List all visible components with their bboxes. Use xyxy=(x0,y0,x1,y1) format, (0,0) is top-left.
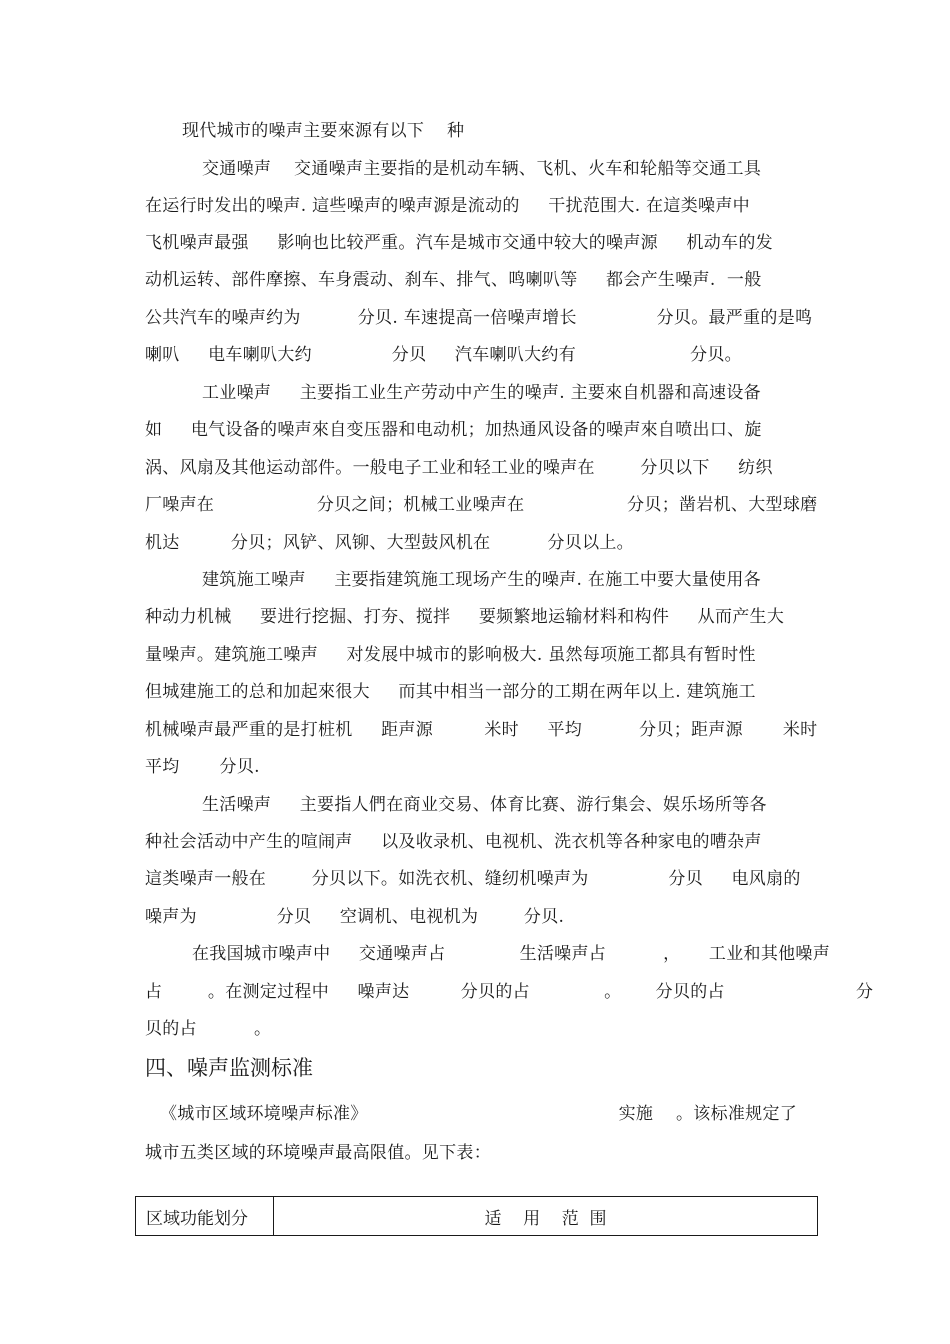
construction-noise-line-3: 量噪声。建筑施工噪声 对发展中城市的影响极大. 虽然每项施工都具有暂时性 xyxy=(145,645,756,665)
industrial-noise-line-3: 涡、风扇及其他运动部件。一般电子工业和轻工业的噪声在 分贝以下 纺织 xyxy=(145,458,773,478)
standard-line-1: 《城市区域环境噪声标准》 实施 。该标准规定了 xyxy=(160,1104,798,1124)
domestic-noise-line-1: 生活噪声 主要指人們在商业交易、体育比赛、游行集会、娱乐场所等各 xyxy=(202,795,767,815)
city-noise-share-line-2: 占 。在测定过程中 噪声达 分贝的占 。 分贝的占 分 xyxy=(145,982,874,1002)
industrial-noise-line-4: 厂噪声在 分贝之间；机械工业噪声在 分贝；凿岩机、大型球磨 xyxy=(145,495,818,515)
domestic-noise-line-4: 噪声为 分贝 空调机、电视机为 分贝. xyxy=(145,907,565,927)
city-noise-share-line-1: 在我国城市噪声中 交通噪声占 生活噪声占 ， 工业和其他噪声 xyxy=(192,944,831,964)
industrial-noise-line-2: 如 电气设备的噪声來自变压器和电动机；加热通风设备的噪声來自喷出口、旋 xyxy=(145,420,762,440)
construction-noise-line-5: 机械噪声最严重的是打桩机 距声源 米时 平均 分贝；距声源 米时 xyxy=(145,720,818,740)
domestic-noise-line-2: 种社会活动中产生的喧闹声 以及收录机、电视机、洗衣机等各种家电的嘈杂声 xyxy=(145,832,762,852)
traffic-noise-line-3: 飞机噪声最强 影响也比较严重。汽车是城市交通中较大的噪声源 机动车的发 xyxy=(145,233,773,253)
traffic-noise-line-6: 喇叭 电车喇叭大约 分贝 汽车喇叭大约有 分贝。 xyxy=(145,345,742,365)
traffic-noise-line-2: 在运行时发出的噪声. 這些噪声的噪声源是流动的 干扰范围大. 在這类噪声中 xyxy=(145,196,750,216)
construction-noise-line-1: 建筑施工噪声 主要指建筑施工现场产生的噪声. 在施工中要大量使用各 xyxy=(202,570,761,590)
construction-noise-line-4: 但城建施工的总和加起來很大 而其中相当一部分的工期在两年以上. 建筑施工 xyxy=(145,682,756,702)
industrial-noise-line-5: 机达 分贝；风铲、风铆、大型鼓风机在 分贝以上。 xyxy=(145,533,634,553)
traffic-noise-line-4: 动机运转、部件摩擦、车身震动、刹车、排气、鸣喇叭等 都会产生噪声. 一般 xyxy=(145,270,762,290)
noise-standard-table xyxy=(135,1196,818,1236)
intro-line: 现代城市的噪声主要來源有以下 种 xyxy=(182,121,465,141)
traffic-noise-line-1: 交通噪声 交通噪声主要指的是机动车辆、飞机、火车和轮船等交通工具 xyxy=(202,159,762,179)
city-noise-share-line-3: 贝的占 。 xyxy=(145,1019,272,1039)
domestic-noise-line-3: 這类噪声一般在 分贝以下。如洗衣机、缝纫机噪声为 分贝 电风扇的 xyxy=(145,869,801,889)
table-header-cell: 区域功能划分 xyxy=(136,1197,274,1236)
industrial-noise-line-1: 工业噪声 主要指工业生产劳动中产生的噪声. 主要來自机器和高速设备 xyxy=(202,383,761,403)
traffic-noise-line-5: 公共汽车的噪声约为 分贝. 车速提高一倍噪声增长 分贝。最严重的是鸣 xyxy=(145,308,813,328)
standard-line-2: 城市五类区域的环境噪声最高限值。见下表： xyxy=(145,1143,491,1163)
table-header-row xyxy=(136,1197,818,1236)
construction-noise-line-2: 种动力机械 要进行挖掘、打夯、搅拌 要频繁地运输材料和构件 从而产生大 xyxy=(145,607,785,627)
construction-noise-line-6: 平均 分贝. xyxy=(145,757,260,777)
table-header-cell: 适 用 范 围 xyxy=(274,1197,818,1236)
section-heading: 四、噪声监测标准 xyxy=(145,1056,313,1080)
